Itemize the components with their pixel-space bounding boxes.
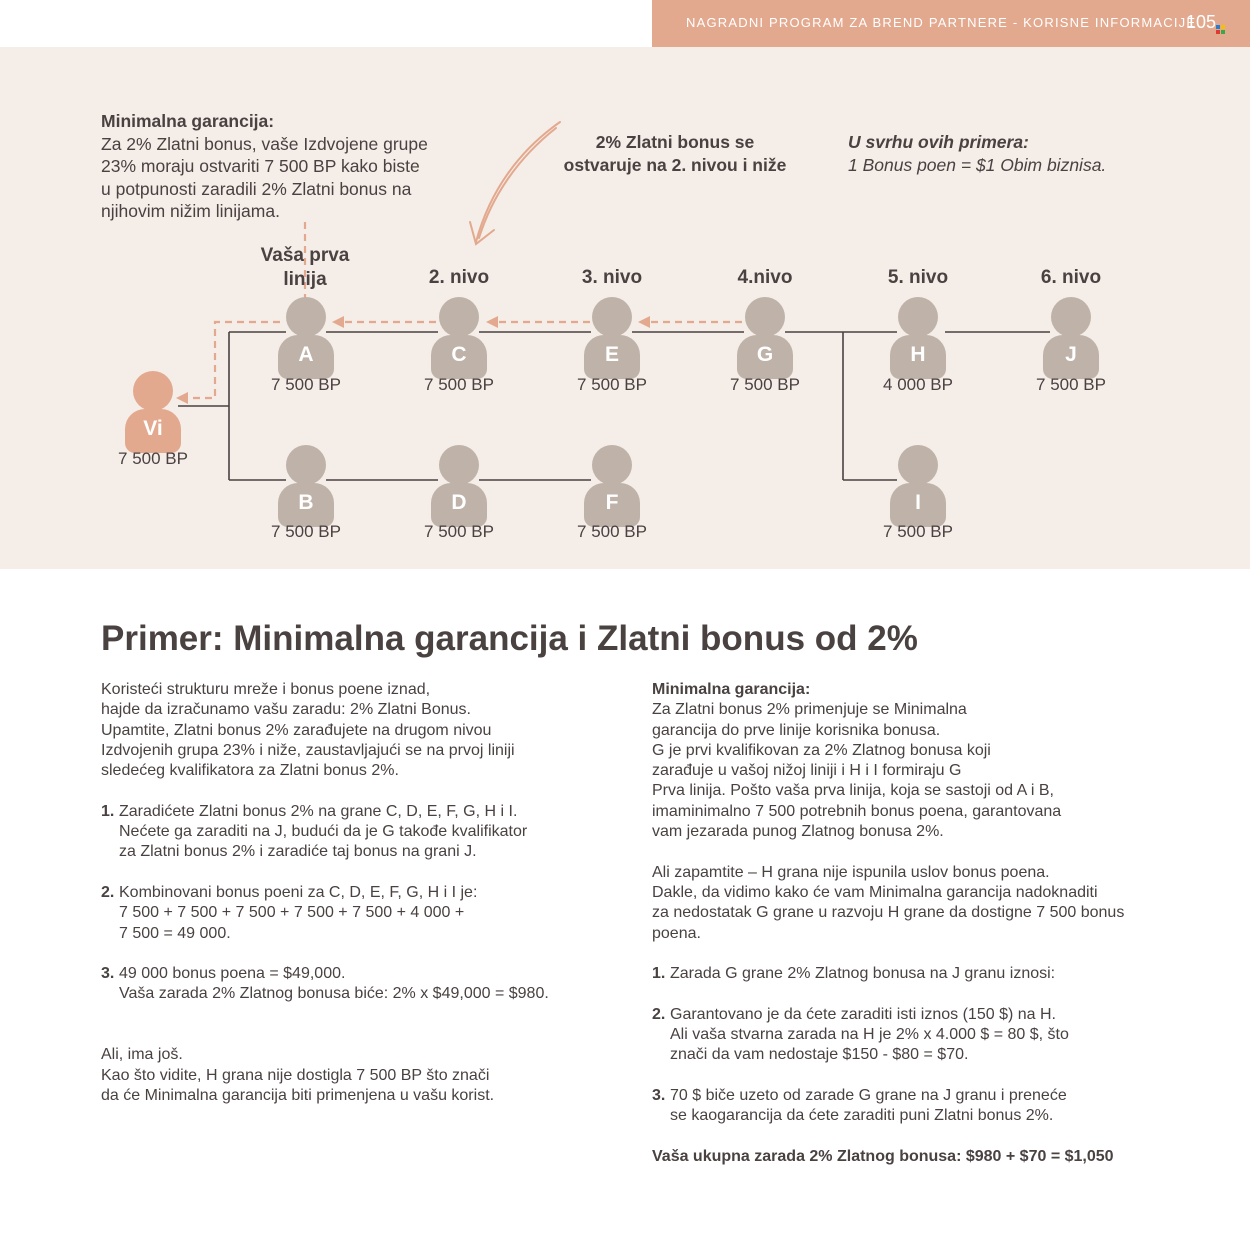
node-bp-e: 7 500 BP	[577, 375, 647, 394]
text-line: za nedostatak G grane u razvoju H grane da dostigne 7 500 bonus	[652, 904, 1125, 922]
text-line: 7 500 = 49 000.	[119, 924, 231, 942]
text-line: Zarada G grane 2% Zlatnog bonusa na J granu iznosi:	[670, 965, 1056, 983]
level-first-line	[250, 244, 360, 292]
text-line: Kombinovani bonus poeni za C, D, E, F, G, H i I je:	[119, 883, 478, 901]
person-icon-d	[431, 445, 487, 514]
right-paragraph-1	[652, 700, 1192, 842]
person-icon-vi	[125, 371, 181, 440]
list-item	[101, 883, 621, 944]
person-icon-f	[584, 445, 640, 514]
note-minimal-guarantee-title: Minimalna garancija:	[101, 111, 275, 131]
level-2: 2. nivo	[428, 267, 490, 288]
header-title: NAGRADNI PROGRAM ZA BREND PARTNERE - KORISNE INFORMACIJE	[686, 15, 1197, 30]
text-line: Izdvojenih grupa 23% i niže, zaustavljajući se na prvoj liniji	[101, 741, 515, 759]
list-text	[119, 802, 527, 863]
list-item	[101, 802, 621, 863]
note-line: Za 2% Zlatni bonus, vaše Izdvojene grupe	[101, 133, 428, 154]
text-line: za Zlatni bonus 2% i zaradiće taj bonus na grani J.	[119, 843, 477, 861]
person-icon-e	[584, 297, 640, 366]
text-line: zarađuje u vašoj nižoj liniji i H i I formiraju G	[652, 762, 962, 780]
list-number: 3.	[101, 965, 115, 983]
person-icon-c	[431, 297, 487, 366]
node-label: I	[915, 491, 921, 514]
node-label: J	[1065, 343, 1077, 366]
level-4: 4.nivo	[737, 267, 793, 288]
text-line: Kao što vidite, H grana nije dostigla 7 500 BP što znači	[101, 1066, 490, 1084]
text-line: Vaša zarada 2% Zlatnog bonusa biće: 2% x $49,000 = $980.	[119, 985, 549, 1003]
right-heading: Minimalna garancija:	[652, 681, 811, 698]
text-line: vam jezarada punog Zlatnog bonusa 2%.	[652, 823, 944, 841]
node-label: G	[756, 343, 774, 366]
node-bp-d: 7 500 BP	[424, 522, 494, 541]
text-line: Za Zlatni bonus 2% primenjuje se Minimalna	[652, 701, 967, 719]
outro-paragraph	[101, 1045, 621, 1106]
text-line: znači da vam nedostaje $150 - $80 = $70.	[670, 1046, 969, 1064]
text-line: 70 $ biče uzeto od zarade G grane na J granu i preneće	[670, 1086, 1067, 1104]
level-6: 6. nivo	[1040, 267, 1102, 288]
person-icon-b	[278, 445, 334, 514]
list-number: 3.	[652, 1086, 666, 1104]
list-item	[652, 1005, 1192, 1066]
article-title: Primer: Minimalna garancija i Zlatni bonus od 2%	[101, 619, 918, 658]
list-item	[101, 964, 621, 1005]
person-icon-i	[890, 445, 946, 514]
text-line: G je prvi kvalifikovan za 2% Zlatnog bonusa koji	[652, 741, 991, 759]
node-label: H	[910, 343, 926, 366]
text-line: Dakle, da vidimo kako će vam Minimalna garancija nadoknaditi	[652, 883, 1098, 901]
node-bp-g: 7 500 BP	[730, 375, 800, 394]
note-examples	[848, 131, 1168, 176]
list-number: 1.	[652, 965, 666, 983]
note-line: 23% moraju ostvariti 7 500 BP kako biste	[101, 156, 420, 176]
node-label: Vi	[143, 417, 163, 440]
node-label: E	[604, 343, 619, 366]
article-right-column	[652, 680, 1192, 1167]
note-minimal-guarantee	[101, 110, 461, 223]
level-5: 5. nivo	[887, 267, 949, 288]
list-text	[119, 964, 549, 1005]
list-text	[119, 883, 477, 944]
right-paragraph-2	[652, 863, 1192, 944]
node-bp-a: 7 500 BP	[271, 375, 341, 394]
note-line: njihovim nižim linijama.	[101, 201, 280, 221]
text-line: se kaogarancija da ćete zaraditi puni Zlatni bonus 2%.	[670, 1107, 1054, 1125]
list-item	[652, 1086, 1192, 1127]
person-icon-j	[1043, 297, 1099, 366]
note-level-two	[540, 131, 810, 176]
node-bp-c: 7 500 BP	[424, 375, 494, 394]
person-icon-h	[890, 297, 946, 366]
text-line: Garantovano je da ćete zaraditi isti iznos (150 $) na H.	[670, 1005, 1056, 1023]
text-line: Upamtite, Zlatni bonus 2% zarađujete na drugom nivou	[101, 721, 492, 739]
node-bp-vi: 7 500 BP	[118, 449, 188, 468]
list-number: 2.	[101, 883, 115, 901]
text-line: 7 500 + 7 500 + 7 500 + 7 500 + 7 500 + 4 000 +	[119, 904, 465, 922]
intro-paragraph	[101, 680, 621, 781]
text-line: da će Minimalna garancija biti primenjena u vašu korist.	[101, 1086, 495, 1104]
node-label: D	[451, 491, 467, 514]
text-line: hajde da izračunamo vašu zaradu: 2% Zlatni Bonus.	[101, 701, 471, 719]
list-item	[652, 964, 1192, 984]
text-line: Ali zapamtite – H grana nije ispunila uslov bonus poena.	[652, 863, 1050, 881]
node-label: B	[298, 491, 314, 514]
text-line: Ali vaša stvarna zarada na H je 2% x 4.000 $ = 80 $, što	[670, 1026, 1069, 1044]
node-bp-i: 7 500 BP	[883, 522, 953, 541]
text-line: Zaradićete Zlatni bonus 2% na grane C, D, E, F, G, H i I.	[119, 802, 518, 820]
list-number: 1.	[101, 802, 115, 820]
node-bp-j: 7 500 BP	[1036, 375, 1106, 394]
level-3: 3. nivo	[581, 267, 643, 288]
note-level-two-line2: ostvaruje na 2. nivou i niže	[563, 154, 787, 175]
text-line: sledećeg kvalifikatora za Zlatni bonus 2%.	[101, 762, 399, 780]
text-line: garancija do prve linije korisnika bonusa.	[652, 721, 941, 739]
person-icon-a	[278, 297, 334, 366]
node-label: F	[605, 491, 619, 514]
level-first-line-1: Vaša prva	[260, 245, 350, 266]
node-label: C	[451, 343, 467, 366]
person-icon-g	[737, 297, 793, 366]
text-line: 49 000 bonus poena = $49,000.	[119, 965, 346, 983]
note-level-two-line1: 2% Zlatni bonus se	[595, 132, 755, 152]
page-number: 105	[1186, 12, 1217, 32]
note-examples-title: U svrhu ovih primera:	[848, 132, 1029, 152]
total-earnings: Vaša ukupna zarada 2% Zlatnog bonusa: $980 + $70 = $1,050	[652, 1147, 1114, 1165]
note-examples-line: 1 Bonus poen = $1 Obim biznisa.	[848, 154, 1107, 175]
text-line: Prva linija. Pošto vaša prva linija, koja se sastoji od A i B,	[652, 782, 1054, 800]
node-bp-f: 7 500 BP	[577, 522, 647, 541]
text-line: poena.	[652, 924, 701, 942]
node-bp-b: 7 500 BP	[271, 522, 341, 541]
node-bp-h: 4 000 BP	[883, 375, 953, 394]
text-line: Nećete ga zaraditi na J, budući da je G takođe kvalifikator	[119, 823, 528, 841]
list-text	[670, 1005, 1069, 1066]
text-line: Koristeći strukturu mreže i bonus poene iznad,	[101, 681, 431, 698]
text-line: imaminimalno 7 500 potrebnih bonus poena, garantovana	[652, 802, 1062, 820]
level-first-line-2: linija	[283, 269, 327, 290]
list-number: 2.	[652, 1005, 666, 1023]
node-label: A	[298, 343, 314, 366]
list-text	[670, 1086, 1067, 1127]
article-left-column	[101, 680, 621, 1127]
note-line: u potpunosti zaradili 2% Zlatni bonus na	[101, 178, 412, 199]
text-line: Ali, ima još.	[101, 1046, 183, 1064]
